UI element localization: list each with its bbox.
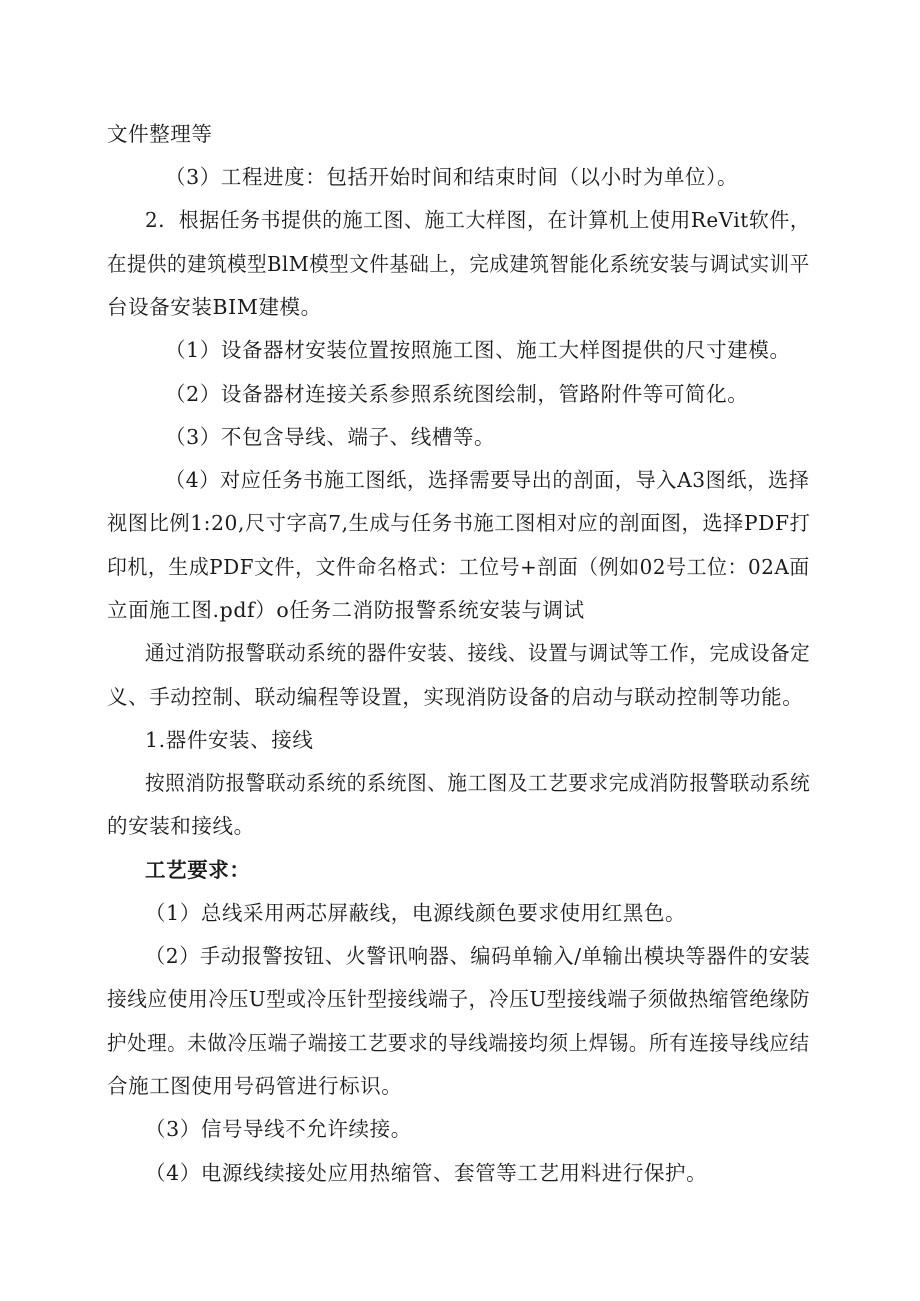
paragraph-line: 通过消防报警联动系统的器件安装、接线、设置与调试等工作，完成设备定 <box>145 641 811 665</box>
paragraph-line: 合施工图使用号码管进行标识。 <box>107 1074 403 1098</box>
paragraph-line: 护处理。未做冷压端子端接工艺要求的导线端接均须上焊锡。所有连接导线应结 <box>107 1031 810 1055</box>
paragraph-line: 文件整理等 <box>107 122 213 146</box>
paragraph-line: （4）对应任务书施工图纸，选择需要导出的剖面，导入A3图纸，选择 <box>165 468 810 492</box>
paragraph-line: 2．根据任务书提供的施工图、施工大样图，在计算机上使用ReVit软件， <box>145 208 811 232</box>
paragraph-line: （1）总线采用两芯屏蔽线，电源线颜色要求使用红黑色。 <box>145 901 687 925</box>
paragraph-line: （2）手动报警按钮、火警讯响器、编码单输入/单输出模块等器件的安装 <box>145 944 811 968</box>
paragraph-line: （3）工程进度：包括开始时间和结束时间（以小时为单位）。 <box>165 165 739 189</box>
requirements-heading: 工艺要求： <box>145 858 251 882</box>
paragraph-line: 印机，生成PDF文件，文件命名格式：工位号+剖面（例如02号工位：02A面 <box>107 555 810 579</box>
paragraph-line: 接线应使用冷压U型或冷压针型接线端子，冷压U型接线端子须做热缩管绝缘防 <box>107 987 811 1011</box>
paragraph-line: （3）不包含导线、端子、线槽等。 <box>165 425 496 449</box>
paragraph-line: （2）设备器材连接关系参照系统图绘制，管路附件等可简化。 <box>165 382 749 406</box>
section-heading-line: 立面施工图.pdf）o任务二消防报警系统安装与调试 <box>107 598 585 622</box>
paragraph-line: 的安装和接线。 <box>107 814 255 838</box>
paragraph-line: 义、手动控制、联动编程等设置，实现消防设备的启动与联动控制等功能。 <box>107 685 804 709</box>
paragraph-line: 台设备安装BIM建模。 <box>107 295 322 319</box>
paragraph-line: （1）设备器材安装位置按照施工图、施工大样图提供的尺寸建模。 <box>165 338 791 362</box>
paragraph-line: 视图比例1:20,尺寸字高7,生成与任务书施工图相对应的剖面图，选择PDF打 <box>107 511 811 535</box>
paragraph-line: 按照消防报警联动系统的系统图、施工图及工艺要求完成消防报警联动系统 <box>145 771 811 795</box>
paragraph-line: 在提供的建筑模型BlM模型文件基础上，完成建筑智能化系统安装与调试实训平 <box>107 252 810 276</box>
paragraph-line: （4）电源线续接处应用热缩管、套管等工艺用料进行保护。 <box>145 1161 708 1185</box>
subheading-line: 1.器件安装、接线 <box>145 728 314 752</box>
paragraph-line: （3）信号导线不允许续接。 <box>145 1117 412 1141</box>
